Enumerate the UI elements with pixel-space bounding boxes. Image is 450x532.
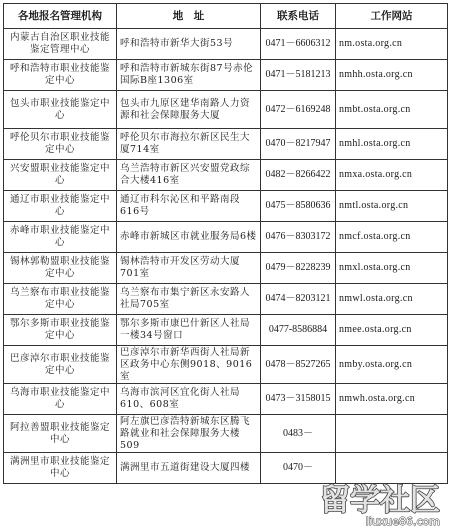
website-cell[interactable]: nmwh.osta.org.cn [336, 384, 448, 415]
org-cell: 通辽市职业技能鉴定中心 [4, 191, 117, 222]
org-cell: 包头市职业技能鉴定中心 [4, 91, 117, 129]
header-address: 地 址 [117, 4, 261, 29]
address-cell: 乌兰浩特市新区兴安盟党政综合大楼416室 [117, 160, 261, 191]
org-cell: 内蒙古自治区职业技能鉴定管理中心 [4, 29, 117, 60]
address-cell: 呼和浩特市新城东街87号赤伦国际B座1306室 [117, 60, 261, 91]
org-cell: 满洲里市职业技能鉴定中心 [4, 453, 117, 484]
table-row [4, 384, 448, 415]
org-cell: 巴彦淖尔市职业技能鉴定中心 [4, 346, 117, 384]
website-cell[interactable]: nmcf.osta.org.cn [336, 222, 448, 253]
address-cell: 乌海市滨河区宜化街人社局610、608室 [117, 384, 261, 415]
table-row [4, 415, 448, 453]
website-cell[interactable]: nmxa.osta.org.cn [336, 160, 448, 191]
org-cell: 呼和浩特市职业技能鉴定中心 [4, 60, 117, 91]
address-cell: 赤峰市新城区市就业服务局6楼 [117, 222, 261, 253]
table-row [4, 129, 448, 160]
website-cell[interactable]: nmwl.osta.org.cn [336, 284, 448, 315]
phone-cell: 0471－6606312 [261, 29, 336, 60]
website-cell[interactable] [336, 415, 448, 453]
table-row [4, 315, 448, 346]
address-cell: 阿左旗巴彦浩特新城东区腾飞路就业和社会保障服务大楼509 [117, 415, 261, 453]
website-cell[interactable]: nmhl.osta.org.cn [336, 129, 448, 160]
watermark-logo [254, 474, 444, 528]
phone-cell: 0474－8203121 [261, 284, 336, 315]
phone-cell: 0476－8303172 [261, 222, 336, 253]
org-cell: 鄂尔多斯市职业技能鉴定中心 [4, 315, 117, 346]
org-cell: 锡林郭勒盟职业技能鉴定中心 [4, 253, 117, 284]
website-cell[interactable]: nmee.osta.org.cn [336, 315, 448, 346]
website-cell[interactable]: nmtl.osta.org.cn [336, 191, 448, 222]
address-cell: 呼伦贝尔市海拉尔新区民生大厦714室 [117, 129, 261, 160]
table-row [4, 253, 448, 284]
table-row [4, 191, 448, 222]
address-cell: 锡林浩特市开发区劳动大厦701室 [117, 253, 261, 284]
table-row [4, 222, 448, 253]
header-org: 各地报名管理机构 [4, 4, 117, 29]
address-cell: 呼和浩特市新华大街53号 [117, 29, 261, 60]
table-row [4, 284, 448, 315]
address-cell: 鄂尔多斯市康巴什新区人社局一楼34号窗口 [117, 315, 261, 346]
phone-cell: 0475－8580636 [261, 191, 336, 222]
org-cell: 乌海市职业技能鉴定中心 [4, 384, 117, 415]
address-cell: 通辽市科尔沁区和平路南段616号 [117, 191, 261, 222]
website-cell[interactable]: nm.osta.org.cn [336, 29, 448, 60]
phone-cell: 0483－ [261, 415, 336, 453]
phone-cell: 0479－8228239 [261, 253, 336, 284]
table-row [4, 160, 448, 191]
phone-cell: 0471－5181213 [261, 60, 336, 91]
table-row [4, 91, 448, 129]
phone-cell: 0478－8527265 [261, 346, 336, 384]
org-cell: 赤峰市职业技能鉴定中心 [4, 222, 117, 253]
address-cell: 巴彦淖尔市新华西街人社局新区政务中心东侧9018、9016室 [117, 346, 261, 384]
phone-cell: 0472－6169248 [261, 91, 336, 129]
phone-cell: 0470－ [261, 453, 336, 484]
website-cell[interactable]: nmby.osta.org.cn [336, 346, 448, 384]
header-phone: 联系电话 [261, 4, 336, 29]
website-cell[interactable]: nmxl.osta.org.cn [336, 253, 448, 284]
address-cell: 包头市九原区建华南路人力资源和社会保障服务大厦 [117, 91, 261, 129]
org-cell: 兴安盟职业技能鉴定中心 [4, 160, 117, 191]
org-cell: 乌兰察布市职业技能鉴定中心 [4, 284, 117, 315]
website-cell[interactable]: nmhh.osta.org.cn [336, 60, 448, 91]
phone-cell: 0482－8266422 [261, 160, 336, 191]
table-row [4, 29, 448, 60]
table-row [4, 346, 448, 384]
phone-cell: 0477-8586884 [261, 315, 336, 346]
header-website: 工作网站 [336, 4, 448, 29]
phone-cell: 0470－8217947 [261, 129, 336, 160]
address-cell: 乌兰察布市集宁新区永安路人社局705室 [117, 284, 261, 315]
address-cell: 满洲里市五道街建设大厦四楼 [117, 453, 261, 484]
website-cell[interactable]: nmbt.osta.org.cn [336, 91, 448, 129]
org-cell: 呼伦贝尔市职业技能鉴定中心 [4, 129, 117, 160]
table-row [4, 60, 448, 91]
table-header-row [4, 4, 448, 29]
watermark-url: liuxue86.com [365, 515, 440, 528]
agency-table [3, 3, 448, 484]
watermark-text: 留学社区 [320, 483, 440, 518]
phone-cell: 0473－3158015 [261, 384, 336, 415]
org-cell: 阿拉善盟职业技能鉴定中心 [4, 415, 117, 453]
